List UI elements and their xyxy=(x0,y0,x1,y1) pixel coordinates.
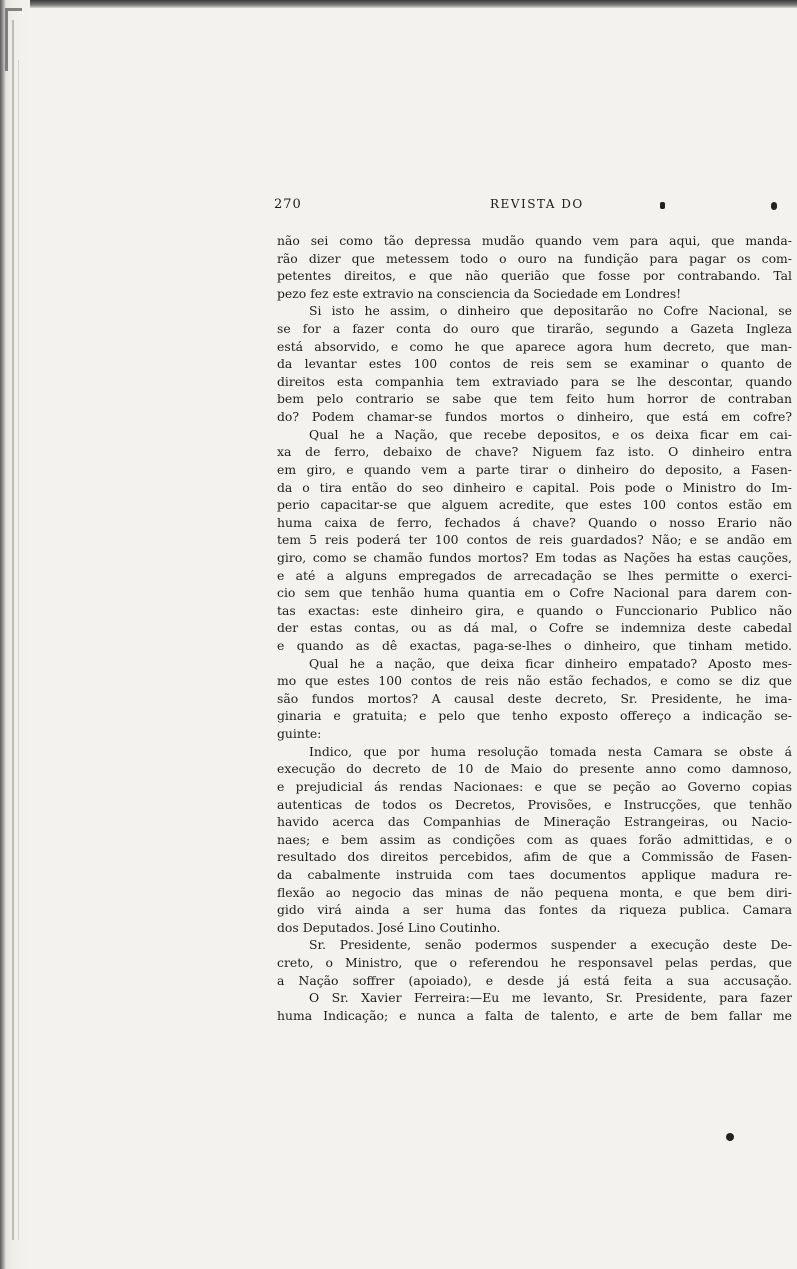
text-line: giro, como se chamão fundos mortos? Em todas as Nações ha estas cauções, xyxy=(277,549,792,565)
text-line: xa de ferro, debaixo de chave? Niguem faz isto. O dinheiro entra xyxy=(277,444,792,460)
page-number: 270 xyxy=(274,197,302,212)
text-line: pezo fez este extravio na consciencia da Sociedade em Londres! xyxy=(277,285,682,301)
text-line: e até a alguns empregados de arrecadação se lhes permitte o exerci- xyxy=(277,567,792,583)
text-line: Qual he a Nação, que recebe depositos, e os deixa ficar em cai- xyxy=(309,426,792,442)
text-line: em giro, e quando vem a parte tirar o dinheiro do deposito, a Fasen- xyxy=(277,461,792,477)
text-line: cio sem que tenhão huma quantia em o Cofre Nacional para darem con- xyxy=(277,585,792,601)
page-top-edge xyxy=(0,0,797,8)
text-line: está absorvido, e como he que aparece agora hum decreto, que man- xyxy=(277,338,792,354)
text-line: direitos esta companhia tem extraviado para se lhe descontar, quando xyxy=(277,373,792,389)
text-line: e prejudicial ás rendas Nacionaes: e que se peção ao Governo copias xyxy=(277,778,792,794)
text-line: autenticas de todos os Decretos, Provisões, e Instrucções, que tenhão xyxy=(277,796,792,812)
text-line: tas exactas: este dinheiro gira, e quando o Funccionario Publico não xyxy=(277,602,792,618)
text-line: tem 5 reis poderá ter 100 contos de reis guardados? Não; e se andão em xyxy=(277,532,792,548)
text-line: do? Podem chamar-se fundos mortos o dinheiro, que está em cofre? xyxy=(277,409,792,425)
text-line: gido virá ainda a ser huma das fontes da riqueza publica. Camara xyxy=(277,902,792,918)
text-line: são fundos mortos? A causal deste decreto, Sr. Presidente, he ima- xyxy=(277,690,792,706)
header-ornament xyxy=(771,202,777,210)
text-line: creto, o Ministro, que o referendou he responsavel pelas perdas, que xyxy=(277,954,792,970)
text-line: Qual he a nação, que deixa ficar dinheiro empatado? Aposto mes- xyxy=(309,655,792,671)
binding-line-secondary xyxy=(18,60,19,1240)
running-header xyxy=(274,196,782,216)
text-line: execução do decreto de 10 de Maio do presente anno como damnoso, xyxy=(277,761,792,777)
text-line: Si isto he assim, o dinheiro que depositarão no Cofre Nacional, se xyxy=(309,303,792,319)
body-text xyxy=(277,232,792,1024)
text-line: Sr. Presidente, senão podermos suspender a execução deste De- xyxy=(309,937,792,953)
binding-line xyxy=(12,20,14,1240)
text-line: da o tira então do seo dinheiro e capital. Pois pode o Ministro do Im- xyxy=(277,479,792,495)
text-line: rão dizer que metessem todo o ouro na fundição para pagar os com- xyxy=(277,250,792,266)
text-line: mo que estes 100 contos de reis não estão fechados, e como se diz que xyxy=(277,673,792,689)
text-line: da levantar estes 100 contos de reis sem se examinar o quanto de xyxy=(277,356,792,372)
text-line: resultado dos direitos percebidos, afim de que a Commissão de Fasen- xyxy=(277,849,792,865)
text-line: dos Deputados. José Lino Coutinho. xyxy=(277,919,501,935)
header-ornament xyxy=(660,202,665,209)
text-line: guinte: xyxy=(277,726,322,742)
text-line: da cabalmente instruida com taes documentos applique madura re- xyxy=(277,866,792,882)
text-line: huma caixa de ferro, fechados á chave? Quando o nosso Erario não xyxy=(277,514,792,530)
text-line: não sei como tão depressa mudão quando vem para aqui, que manda- xyxy=(277,233,792,248)
text-line: bem pelo contrario se sabe que tem feito hum horror de contraban xyxy=(277,391,792,407)
running-title: REVISTA DO xyxy=(490,197,584,211)
text-line: se for a fazer conta do ouro que tirarão, segundo a Gazeta Ingleza xyxy=(277,321,792,337)
text-line: huma Indicação; e nunca a falta de talento, e arte de bem fallar me xyxy=(277,1007,792,1023)
page-end-ornament xyxy=(726,1133,734,1141)
text-line: havido acerca das Companhias de Mineração Estrangeiras, ou Nacio- xyxy=(277,814,792,830)
text-line: naes; e bem assim as condições com as quaes forão admittidas, e o xyxy=(277,831,792,847)
text-line: O Sr. Xavier Ferreira:—Eu me levanto, Sr. Presidente, para fazer xyxy=(309,990,792,1006)
text-line: der estas contas, ou as dá mal, o Cofre se indemniza deste cabedal xyxy=(277,620,792,636)
scan-corner-mark xyxy=(5,8,22,71)
text-line: ginaria e gratuita; e pelo que tenho exposto offereço a indicação se- xyxy=(277,708,792,724)
page-binding-shadow xyxy=(0,0,30,1269)
text-line: flexão ao negocio das minas de não pequena monta, e que bem diri- xyxy=(277,884,792,900)
text-line: petentes direitos, e que não querião que fosse por contrabando. Tal xyxy=(277,268,792,284)
text-line: a Nação soffrer (apoiado), e desde já está feita a sua accusação. xyxy=(277,972,792,988)
text-line: Indico, que por huma resolução tomada nesta Camara se obste á xyxy=(309,743,792,759)
text-line: perio capacitar-se que alguem acredite, que estes 100 contos estão em xyxy=(277,497,792,513)
text-line: e quando as dê exactas, paga-se-lhes o dinheiro, que tinham metido. xyxy=(277,638,792,654)
